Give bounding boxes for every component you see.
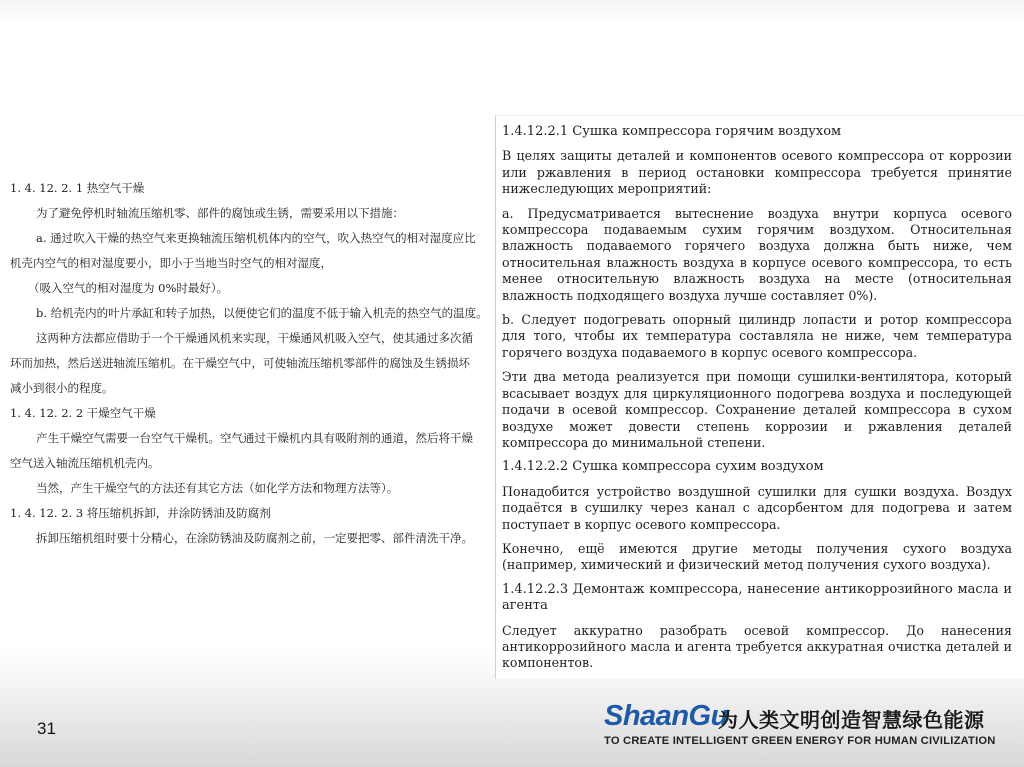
ru-paragraph: В целях защиты деталей и компонентов осевого компрессора от коррозии или ржавления в период остановки компрессора требуется принятие нижеследующих мероприятий: <box>502 148 1012 197</box>
ru-paragraph: b. Следует подогревать опорный цилиндр лопасти и ротор компрессора для того, чтобы их температура составляла не ниже, чем температура горячего воздуха подаваемого в корпус осевого компрессора. <box>502 312 1012 360</box>
zh-line: 拆卸压缩机组时要十分精心，在涂防锈油及防腐剂之前，一定要把零、部件清洗干净。 <box>36 531 473 545</box>
zh-heading-2: 1. 4. 12. 2. 2 干燥空气干燥 <box>10 406 156 420</box>
zh-heading-3: 1. 4. 12. 2. 3 将压缩机拆卸，并涂防锈油及防腐剂 <box>10 506 271 520</box>
ru-paragraph: Понадобится устройство воздушной сушилки для сушки воздуха. Воздух подаётся в сушилку через канал с адсорбентом для подогрева и затем поступает в корпус осевого компрессора. <box>502 483 1012 532</box>
russian-text-column <box>502 124 1012 680</box>
logo-brand: ShaanGu <box>604 700 728 732</box>
ru-heading-2: 1.4.12.2.2 Сушка компрессора сухим воздухом <box>502 459 824 475</box>
logo-slogan: TO CREATE INTELLIGENT GREEN ENERGY FOR HUMAN CIVILIZATION <box>604 735 996 747</box>
page-number: 31 <box>37 719 56 738</box>
zh-line: （吸入空气的相对湿度为 0%时最好）。 <box>28 281 229 295</box>
zh-heading-1: 1. 4. 12. 2. 1 热空气干燥 <box>10 181 145 195</box>
zh-line: 为了避免停机时轴流压缩机零、部件的腐蚀或生锈，需要采用以下措施： <box>36 206 404 220</box>
zh-line: 减小到很小的程度。 <box>10 381 114 395</box>
zh-line: 当然，产生干燥空气的方法还有其它方法（如化学方法和物理方法等）。 <box>36 481 399 495</box>
zh-line: a. 通过吹入干燥的热空气来更换轴流压缩机机体内的空气，吹入热空气的相对湿度应比 <box>36 231 476 245</box>
top-shadow <box>0 0 1024 24</box>
zh-line: 空气送入轴流压缩机机壳内。 <box>10 456 160 470</box>
ru-paragraph: Эти два метода реализуется при помощи сушилки-вентилятора, который всасывает воздух для циркуляционного подогрева воздуха и последующей подачи в осевой компрессор. Сохранение деталей компрессора в сухом воздухе может довести степень коррозии и ржавления деталей компрессора до минимальной степени. <box>502 369 1012 450</box>
shaangu-logo <box>604 700 1014 752</box>
zh-line: 产生干燥空气需要一台空气干燥机。空气通过干燥机内具有吸附剂的通道，然后将干燥 <box>36 431 473 445</box>
zh-line: 机壳内空气的相对湿度要小，即小于当地当时空气的相对湿度， <box>10 256 332 270</box>
zh-line: 环而加热，然后送进轴流压缩机。在干燥空气中，可使轴流压缩机零部件的腐蚀及生锈损坏 <box>10 356 470 370</box>
ru-heading-1: 1.4.12.2.1 Сушка компрессора горячим воздухом <box>502 124 842 139</box>
zh-line: 这两种方法都应借助于一个干燥通风机来实现，干燥通风机吸入空气，使其通过多次循 <box>36 331 473 345</box>
ru-paragraph: Конечно, ещё имеются другие методы получения сухого воздуха (например, химический и физический метод получения сухого воздуха). <box>502 540 1012 573</box>
ru-paragraph: a. Предусматривается вытеснение воздуха внутри корпуса осевого компрессора подаваемым сухим горячим воздухом. Относительная влажность подаваемого горячего воздуха должна быть ниже, чем относительная влажность воздуха в корпусе осевого компрессора, то есть менее относительную влажность воздуха на месте (относительная влажность подходящего воздуха лучше составляет 0%). <box>502 205 1012 303</box>
ru-heading-3: 1.4.12.2.3 Демонтаж компрессора, нанесение антикоррозийного масла и агента <box>502 581 1012 614</box>
chinese-text-column <box>10 176 498 551</box>
logo-tagline-zh: 为人类文明创造智慧绿色能源 <box>718 708 985 732</box>
zh-line: b. 给机壳内的叶片承缸和转子加热，以便使它们的温度不低于输入机壳的热空气的温度。 <box>36 306 488 320</box>
ru-paragraph: Следует аккуратно разобрать осевой компрессор. До нанесения антикоррозийного масла и агента требуется аккуратная очистка деталей и компонентов. <box>502 622 1012 671</box>
